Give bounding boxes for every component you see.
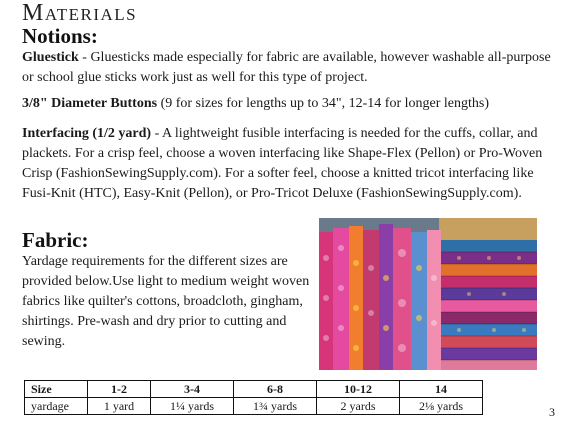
buttons-paragraph xyxy=(22,94,552,114)
table-cell: 2⅛ yards xyxy=(400,398,483,415)
table-cell: 6-8 xyxy=(234,381,317,398)
page-number: 3 xyxy=(549,405,555,419)
gluestick-label: Gluestick xyxy=(22,50,79,65)
table-cell: 1¾ yards xyxy=(234,398,317,415)
interfacing-paragraph xyxy=(22,124,552,204)
table-cell: 10-12 xyxy=(317,381,400,398)
buttons-text: (9 for sizes for lengths up to 34", 12-14 for longer lengths) xyxy=(157,96,489,111)
table-row xyxy=(25,381,483,398)
page-title: Materials xyxy=(22,0,138,26)
interfacing-label: Interfacing (1/2 yard) xyxy=(22,126,152,141)
table-cell: Size xyxy=(25,381,88,398)
gluestick-paragraph xyxy=(22,48,552,88)
yardage-table xyxy=(24,380,483,415)
fabric-paragraph: Yardage requirements for the different sizes are provided below.Use light to medium weight woven fabrics like quilter's cottons, broadcloth, gingham, shirtings. Pre-wash and dry prior to cutting and sewing. xyxy=(22,254,310,349)
fabric-bolts-photo xyxy=(319,218,537,370)
table-cell: 3-4 xyxy=(151,381,234,398)
table-cell: 1 yard xyxy=(88,398,151,415)
table-cell: 1-2 xyxy=(88,381,151,398)
gluestick-text: - Gluesticks made especially for fabric are available, however washable all-purpose or school glue sticks work just as well for this type of project. xyxy=(22,50,551,85)
notions-heading: Notions: xyxy=(22,24,98,48)
buttons-label: 3/8" Diameter Buttons xyxy=(22,96,158,111)
table-cell: yardage xyxy=(25,398,88,415)
table-cell: 2 yards xyxy=(317,398,400,415)
fabric-heading: Fabric: xyxy=(22,228,89,252)
table-cell: 14 xyxy=(400,381,483,398)
table-row xyxy=(25,398,483,415)
table-cell: 1¼ yards xyxy=(151,398,234,415)
interfacing-text: - A lightweight fusible interfacing is needed for the cuffs, collar, and plackets. For a crisp feel, choose a woven interfacing like Shape-Flex (Pellon) or Pro-Woven Crisp (FashionSewingSupply.com). For a softer feel, choose a knitted tricot interfacing like Fusi-Knit (HTC), Easy-Knit (Pellon), or Pro-Tricot Deluxe (FashionSewingSupply.com). xyxy=(22,126,543,201)
